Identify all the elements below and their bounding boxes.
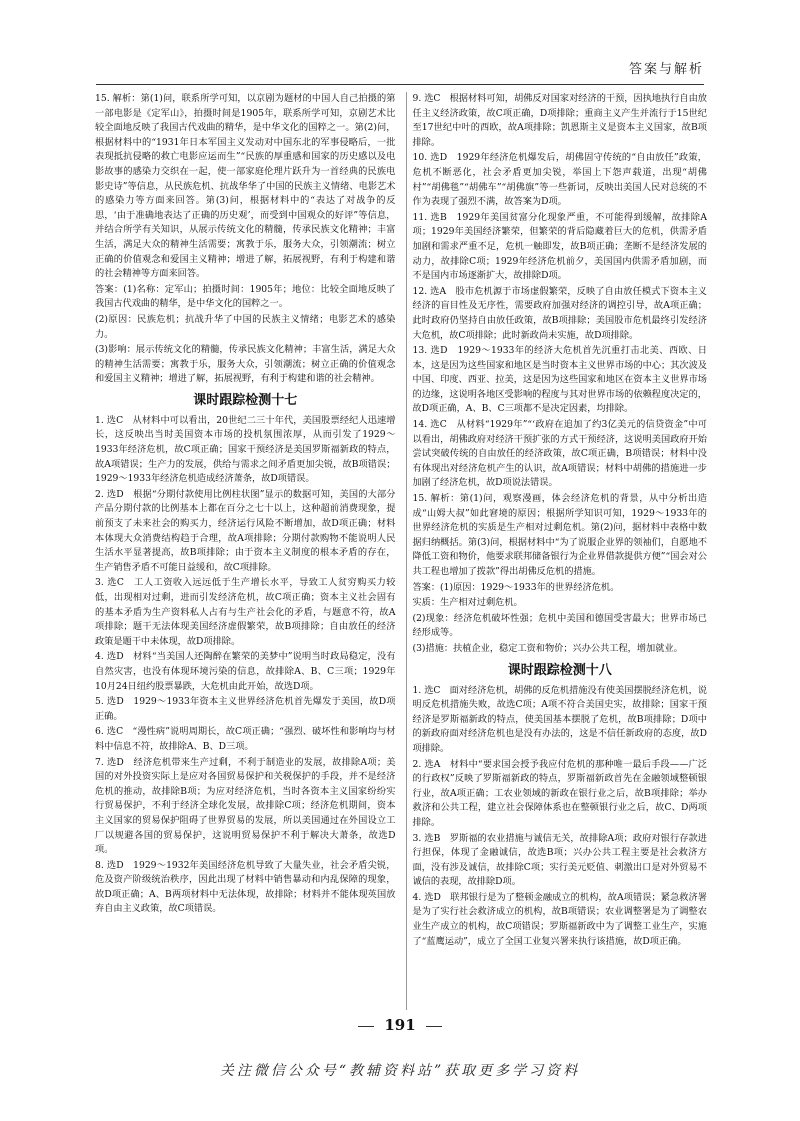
answer-item: 7. 选D 经济危机带来生产过剩，不利于制造业的发展，故排除A项；美国的对外投资实际上是应对各国贸易保护和关税保护的手段，并不是经济危机的推动，故排除B项；为应对经济危机，当时各资本主义国家纷纷实行贸易保护，不利于经济全球化发展，故排除C项；经济危机期间，资本主义国家的贸易保护阻碍了世界贸易的发展，所以美国通过在外国设立工厂以规避各国的贸易保护，这说明贸易保护不利于解决大萧条，故选D项。: [95, 756, 396, 856]
answer-item: 3. 选B 罗斯福的农业措施与诚信无关，故排除A项；政府对银行存款进行担保，体现了金融诚信，故选B项；兴办公共工程主要是社会救济方面，没有涉及诚信，故排除C项；实行美元贬值、刺激出口是对外贸易不诚信的表现，故排除D项。: [412, 832, 707, 888]
answer-item: 实质：生产相对过剩危机。: [412, 597, 523, 609]
header-title: 答案与解析: [628, 62, 704, 77]
answer-item: 13. 选D 1929～1933年的经济大危机首先沉重打击北美、西欧、日本，这是因为这些国家和地区是当时资本主义世界市场的中心；其次波及中国、印度、西亚、拉美，这是因为这些国家和地区在资本主义世界市场的边缘，这说明各地区受影响的程度与其对世界市场的依赖程度决定的，故D项正确，A、B、C三项都不是决定因素，均排除。: [412, 345, 707, 415]
answer-item: 9. 选C 根据材料可知，胡佛反对国家对经济的干预，因执地执行自由放任主义经济政策，故C项正确，D项排除；重商主义产生并流行于15世纪至17世纪中叶的西欧，故A项排除；凯恩斯主义是资本主义国家，故B项排除。: [412, 93, 707, 148]
answer-item: (3)影响：展示传统文化的精髓，传承民族文化精神；丰富生活，满足大众的精神生活需要；寓教于乐，服务大众，引领潮流；树立正确的价值观念和爱国主义精神；增进了解，拓展视野，有利于构建和谐的社会精神。: [95, 344, 396, 385]
answer-item: 5. 选D 1929～1933年资本主义世界经济危机首先爆发于美国，故D项正确。: [95, 696, 396, 722]
answer-item: 10. 选D 1929年经济危机爆发后，胡佛固守传统的“自由放任”政策，危机不断恶化，社会矛盾更加尖锐，举国上下怨声载道，出现“胡佛村”“胡佛毯”“胡佛车”“胡佛旗”等一些新词，反映出美国人民对总统的不作为表现了强烈不满，故答案为D项。: [412, 152, 707, 208]
dash-left: [358, 1026, 374, 1027]
answer-item: (2)原因：民族危机；抗战升华了中国的民族主义情绪；电影艺术的感染力。: [95, 313, 396, 340]
answer-item: 答案：(1)原因：1929～1933年的世界经济危机。: [412, 581, 620, 593]
right-column: [406, 92, 708, 1010]
answer-item: 1. 选C 面对经济危机，胡佛的反危机措施没有使美国摆脱经济危机，说明反危机措施失败，故选C项；A项不符合美国史实，故排除；国家干预经济是罗斯福新政的特点，使美国基本摆脱了危机，故B项排除；D项中的新政府面对经济危机也是没有办法的，这是不信任新政府的态度，故D项排除。: [412, 684, 707, 754]
answer-item: 2. 选D 根据“分期付款使用比例柱状图”显示的数据可知，美国的大部分产品分期付款的比例基本上都在百分之七十以上，这种超前消费现象，提前预支了未来社会的购买力，经济运行风险不断增加，故D项正确；材料本体现大众消费结构趋于合理，故A项排除；分期付款购物不能说明人民生活水平显著提高，故B项排除；由于资本主义制度的根本矛盾的存在，生产销售矛盾不可能日益缓和，故C项排除。: [95, 488, 396, 573]
answer-item: 12. 选A 股市危机源于市场虚假繁荣，反映了自由放任模式下资本主义经济的盲目性及无序性，需要政府加强对经济的调控引导，故A项正确；此时政府仍坚持自由放任政策，故B项排除；美国股市危机最终引发经济大危机，故C项排除；此时新政尚未实施，故D项排除。: [412, 285, 707, 341]
page-number: [0, 1016, 800, 1034]
left-column: [95, 92, 396, 1010]
page-header: [96, 58, 704, 85]
page-number-text: 191: [384, 1016, 416, 1034]
answer-item: 8. 选D 1929～1932年美国经济危机导致了大量失业，社会矛盾尖锐，危及资产阶级统治秩序，因此出现了材料中销售暴动和内乱保障的现象，故D项正确；A、B两项材料中无法体现，故排除；材料并不能体现英国放弃自由主义政策，故C项错误。: [95, 859, 396, 915]
answer-item: 6. 选C “漫性病”说明周期长，故C项正确；“强烈、破坏性和影响均与材料中信息不符，故排除A、B、D三项。: [95, 726, 396, 752]
dash-right: [426, 1026, 442, 1027]
section-title-18: 课时跟踪检测十八: [507, 662, 612, 678]
section-title-17: 课时跟踪检测十七: [193, 392, 298, 408]
answer-item: 2. 选A 材料中“要求国会授予我应付危机的那种唯一最后手段——广泛的行政权”反映了罗斯福新政的特点，罗斯福新政首先在金融领域整顿银行业，故A项正确；工农业领域的新政在银行业之后，故B项排除；举办救济和公共工程，建立社会保障体系也在整顿银行业之后，故C、D两项排除。: [412, 758, 707, 828]
answer-item: 15. 解析：第(1)问，联系所学可知，以京剧为题材的中国人自己拍摄的第一部电影是《定军山》，拍摄时间是1905年，联系所学可知，京剧艺术比较全面地反映了我国古代戏曲的精华，是中华文化的国粹之一。第(2)问，根据材料中的“1931年日本军国主义发动对中国东北的军事侵略后，一批表现抵抗侵略的救亡电影应运而生”“民族的厚重感和国家的历史感以及电影故事的感染力交织在一起，使一部家庭伦理片跃升为一首经典的民族电影史诗”等信息，从民族危机、抗战华华了中国的民族主义情绪、电影艺术的感染力等方面来回答。第(3)问，根据材料中的“表达了对战争的反思，‘由于准确地表达了正确的历史观’，而受到中国观众的好评”等信息，并结合所学有关知识，从展示传统文化的精髓，传承民族文化精神；丰富生活，满足大众的精神生活需要；寓教于乐，服务大众，引领潮流；树立正确的价值观念和爱国主义精神；增进了解，拓展视野，有利于构建和谐的社会精神等方面来回答。: [95, 93, 396, 280]
answer-item: 4. 选D 联邦银行是为了整顿金融成立的机构，故A项错误；紧急救济署是为了实行社会救济成立的机构，故B项错误；农业调整署是为了调整农业生产成立的机构，故C项错误；罗斯福新政中为了调整工业生产，实施了“蓝鹰运动”，成立了全国工业复兴署来执行该措施，故D项正确。: [412, 891, 707, 947]
answer-item: 14. 选C 从材料“1929年”“‘政府在追加了约3亿美元的信贷资金”中可以看出，胡佛政府对经济干预扩张的方式干预经济，这说明美国政府开始尝试突破传统的自由放任的经济政策，故C项正确，B项错误；材料中没有体现出对经济危机产生的认识，故A项错误；材料中胡佛的措施进一步加剧了经济危机，故D项说法错误。: [412, 419, 707, 489]
content-columns: [95, 92, 707, 1010]
answer-item: 15. 解析：第(1)问，观察漫画，体会经济危机的背景，从中分析出造成“山姆大叔”如此窘境的原因；根据所学知识可知，1929～1933年的世界经济危机的实质是生产相对过剩危机。第(2)问，据材料中表格中数据归纳概括。第(3)问，根据材料中“为了说服企业界的领袖们，自愿地不降低工资和物价，他要求联邦储备银行为企业界借款提供方便”“国会对公共工程也增加了拨款”得出胡佛反危机的措施。: [412, 493, 707, 577]
answer-item: 答案：(1)名称：定军山；拍摄时间：1905年；地位：比较全面地反映了我国古代戏曲的精华，是中华文化的国粹之一。: [95, 283, 396, 310]
footer-note: 关注微信公众号“教辅资料站”获取更多学习资料: [219, 1063, 581, 1079]
answer-item: 4. 选D 材料“当美国人还陶醉在繁荣的美梦中”说明当时政局稳定，没有自然灾害，也没有体现环境污染的信息，故排除A、B、C三项；1929年10月24日纽约股票暴跌，大危机由此开始，故选D项。: [95, 651, 396, 692]
answer-item: (3)措施：扶植企业，稳定工资和物价；兴办公共工程，增加就业。: [412, 642, 683, 654]
answer-item: (2)现象：经济危机破坏性强；危机中美国和德国受害最大；世界市场已经形成等。: [412, 612, 707, 639]
answer-item: 3. 选C 工人工资收入远远低于生产增长水平，导致工人贫穷购买力较低，出现相对过剩，进而引发经济危机，故C项正确；资本主义社会固有的基本矛盾为生产资料私人占有与生产社会化的矛盾，与题意不符，故A项排除；题干无法体现美国经济虚假繁荣，故B项排除；自由放任的经济政策是題干中未体现，故D项排除。: [95, 577, 396, 647]
answer-item: 11. 选B 1929年美国贫富分化现象严重，不可能得到缓解，故排除A项；1929年美国经济繁荣，但繁荣的背后隐藏着巨大的危机，供需矛盾加剧和需求严重不足，危机一触即发，故B项正确；垄断不是经济发展的动力，故排除C项；1929年经济危机前夕，美国国内供需矛盾加剧，而不是国内市场逐渐扩大，故排除D项。: [412, 211, 707, 282]
answer-item: 1. 选C 从材料中可以看出，20世纪二三十年代，美国股票经纪人迅速增长，这反映出当时美国资本市场的投机氛围浓厚，从而引发了1929～1933年经济危机，故C项正确；国家干预经济是美国罗斯福新政的特点，故A项错误；生产力的发展，供给与需求之间矛盾更加尖锐，故B项错误；1929～1933年经济危机造成经济萧条，故D项错误。: [95, 414, 396, 485]
